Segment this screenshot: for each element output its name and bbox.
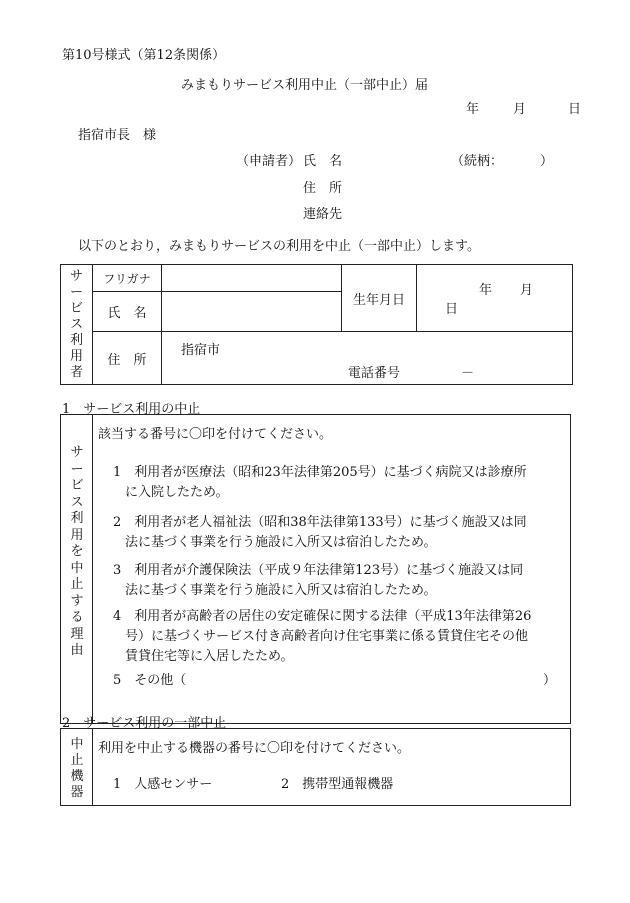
section1-instruction: 該当する番号に〇印を付けてください。 xyxy=(98,427,333,442)
reason-1-line-1[interactable]: 1 利用者が医療法（昭和23年法律第205号）に基づく病院又は診療所 xyxy=(113,465,527,480)
section2-instruction: 利用を中止する機器の番号に〇印を付けてください。 xyxy=(98,741,411,756)
furigana-field[interactable] xyxy=(162,265,342,292)
user-address-label: 住 所 xyxy=(93,332,162,385)
applicant-name-label: 氏 名 xyxy=(303,154,343,169)
applicant-contact-label: 連絡先 xyxy=(303,207,343,222)
reason-4-line-3: 賃貸住宅等に入居したため。 xyxy=(125,649,294,664)
user-side-label: サ ー ビ ス 利 用 者 xyxy=(61,265,93,385)
birth-month-label: 月 xyxy=(520,283,534,298)
applicant-relation-label: （続柄： xyxy=(451,154,504,169)
section1-side-label: サ ー ビ ス 利 用 を 中 止 す る 理 由 xyxy=(70,445,84,658)
intro-text: 以下のとおり，みまもりサービスの利用を中止（一部中止）します。 xyxy=(78,239,480,254)
applicant-relation-close: ） xyxy=(540,154,554,169)
reason-5-close: ） xyxy=(543,673,557,688)
reason-4-line-1[interactable]: 4 利用者が高齢者の居住の安定確保に関する法律（平成13年法律第26 xyxy=(113,609,532,624)
furigana-label: フリガナ xyxy=(93,265,162,292)
section1-heading: 1 サービス利用の中止 xyxy=(62,402,201,417)
form-number: 第10号様式（第12条関係） xyxy=(62,48,226,63)
reason-2-line-2: 法に基づく事業を行う施設に入所又は宿泊したため。 xyxy=(125,535,437,550)
section2-heading: 2 サービス利用の一部中止 xyxy=(62,716,227,731)
date-day-label: 日 xyxy=(568,102,582,117)
reason-1-line-2: に入院したため。 xyxy=(125,485,229,500)
reason-2-line-1[interactable]: 2 利用者が老人福祉法（昭和38年法律第133号）に基づく施設又は同 xyxy=(113,515,527,530)
user-name-field[interactable] xyxy=(162,292,342,332)
device-2-portable-alarm[interactable]: 2 携帯型通報機器 xyxy=(281,777,394,792)
section2-side-label: 中 止 機 器 xyxy=(70,737,84,800)
date-year-label: 年 xyxy=(466,102,480,117)
reason-3-line-2: 法に基づく事業を行う施設に入所又は宿泊したため。 xyxy=(125,583,437,598)
applicant-address-label: 住 所 xyxy=(303,181,343,196)
applicant-label: （申請者） xyxy=(236,154,302,169)
user-address-field[interactable] xyxy=(162,332,573,385)
phone-separator: － xyxy=(461,366,475,381)
birthdate-label: 生年月日 xyxy=(342,265,417,332)
addressee: 指宿市長 様 xyxy=(78,128,157,143)
section2-box xyxy=(60,728,571,806)
user-info-table xyxy=(60,264,573,385)
birthdate-field[interactable] xyxy=(417,265,573,332)
date-month-label: 月 xyxy=(513,102,527,117)
section1-side xyxy=(61,415,93,723)
reason-5-other[interactable]: 5 その他（ xyxy=(113,673,187,688)
document-title: みまもりサービス利用中止（一部中止）届 xyxy=(181,78,429,93)
user-name-label: 氏 名 xyxy=(93,292,162,332)
section1-box xyxy=(60,414,571,724)
city-text: 指宿市 xyxy=(181,343,221,358)
phone-label: 電話番号 xyxy=(348,366,401,381)
birth-day-label: 日 xyxy=(445,302,459,317)
birth-year-label: 年 xyxy=(479,283,493,298)
reason-4-line-2: 号）に基づくサービス付き高齢者向け住宅事業に係る賃貸住宅その他 xyxy=(125,629,529,644)
device-1-motion-sensor[interactable]: 1 人感センサー xyxy=(113,777,213,792)
reason-3-line-1[interactable]: 3 利用者が介護保険法（平成９年法律第123号）に基づく施設又は同 xyxy=(113,563,524,578)
section2-side xyxy=(61,729,93,805)
